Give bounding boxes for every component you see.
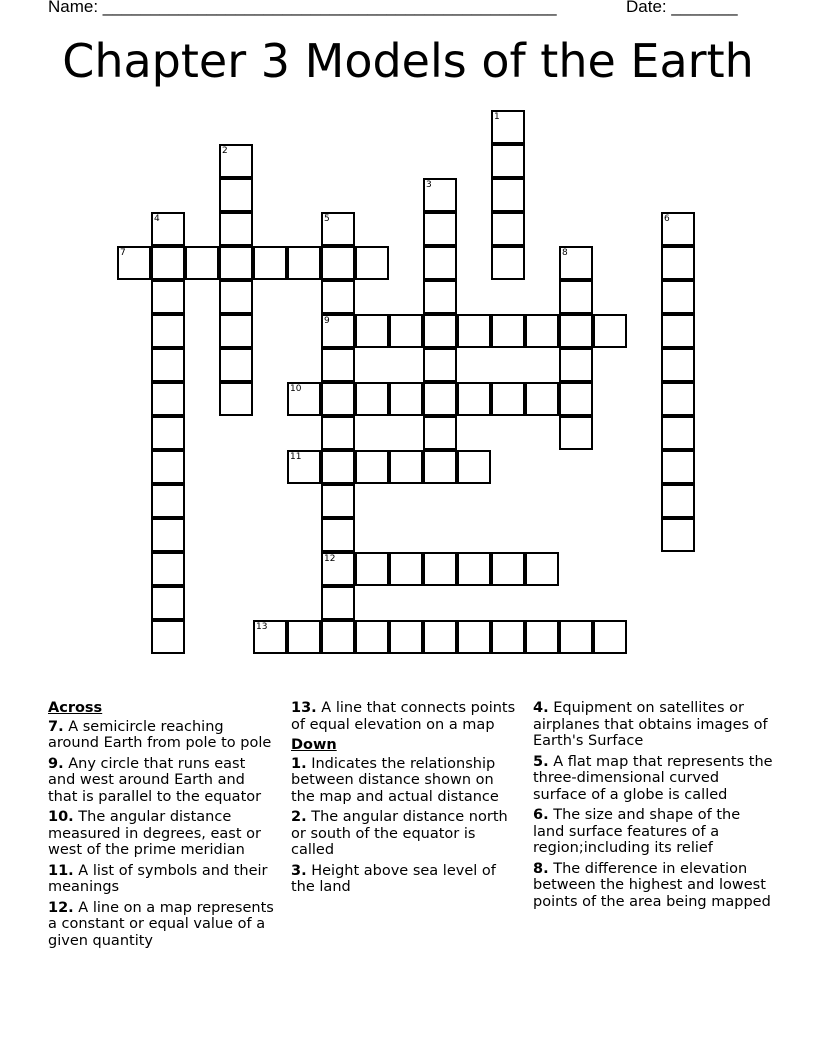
grid-cell[interactable] (389, 552, 423, 586)
clue-number: 9 (324, 316, 330, 326)
grid-cell[interactable] (151, 518, 185, 552)
grid-cell[interactable] (287, 620, 321, 654)
grid-cell[interactable] (151, 586, 185, 620)
name-field[interactable]: Name: ________________________________________________ (48, 0, 557, 16)
grid-cell[interactable] (151, 280, 185, 314)
grid-cell[interactable] (287, 450, 321, 484)
clue-number: 2 (222, 146, 228, 156)
page-title: Chapter 3 Models of the Earth (62, 34, 754, 88)
grid-cell[interactable] (185, 246, 219, 280)
clue-down-6: 6. The size and shape of the land surface features of a region;including its relief (533, 807, 741, 856)
grid-cell[interactable] (491, 212, 525, 246)
clue-number: 3 (426, 180, 432, 190)
grid-cell[interactable] (355, 620, 389, 654)
grid-cell[interactable] (287, 246, 321, 280)
grid-cell[interactable] (661, 212, 695, 246)
grid-cell[interactable] (423, 280, 457, 314)
grid-cell[interactable] (559, 620, 593, 654)
grid-cell[interactable] (661, 416, 695, 450)
grid-cell[interactable] (661, 382, 695, 416)
grid-cell[interactable] (491, 382, 525, 416)
grid-cell[interactable] (423, 552, 457, 586)
grid-cell[interactable] (321, 552, 355, 586)
grid-cell[interactable] (389, 450, 423, 484)
grid-cell[interactable] (559, 280, 593, 314)
clue-number: 8 (562, 248, 568, 258)
grid-cell[interactable] (321, 484, 355, 518)
grid-cell[interactable] (525, 620, 559, 654)
grid-cell[interactable] (151, 552, 185, 586)
grid-cell[interactable] (661, 280, 695, 314)
grid-cell[interactable] (525, 552, 559, 586)
clue-across-13: 13. A line that connects points of equal elevation on a map (291, 700, 516, 733)
grid-cell[interactable] (219, 178, 253, 212)
grid-cell[interactable] (321, 620, 355, 654)
grid-cell[interactable] (525, 382, 559, 416)
grid-cell[interactable] (287, 382, 321, 416)
grid-cell[interactable] (559, 416, 593, 450)
grid-cell[interactable] (491, 110, 525, 144)
grid-cell[interactable] (321, 280, 355, 314)
grid-cell[interactable] (457, 314, 491, 348)
clue-across-9: 9. Any circle that runs east and west around Earth and that is parallel to the equator (48, 755, 262, 805)
grid-cell[interactable] (559, 314, 593, 348)
grid-cell[interactable] (661, 348, 695, 382)
grid-cell[interactable] (423, 620, 457, 654)
grid-cell[interactable] (491, 314, 525, 348)
grid-cell[interactable] (457, 450, 491, 484)
grid-cell[interactable] (321, 450, 355, 484)
grid-cell[interactable] (151, 484, 185, 518)
grid-cell[interactable] (661, 518, 695, 552)
clue-across-12: 12. A line on a map represents a constant or equal value of a given quantity (48, 899, 274, 949)
grid-cell[interactable] (355, 450, 389, 484)
grid-cell[interactable] (321, 416, 355, 450)
grid-cell[interactable] (457, 552, 491, 586)
grid-cell[interactable] (559, 348, 593, 382)
grid-cell[interactable] (321, 348, 355, 382)
clue-number: 11 (290, 452, 302, 462)
clue-column-3 (533, 700, 773, 914)
grid-cell[interactable] (321, 382, 355, 416)
grid-cell[interactable] (559, 246, 593, 280)
grid-cell[interactable] (321, 586, 355, 620)
grid-cell[interactable] (355, 246, 389, 280)
across-heading: Across (48, 700, 103, 716)
grid-cell[interactable] (389, 620, 423, 654)
clue-down-3: 3. Height above sea level of the land (291, 862, 496, 895)
clue-number: 4 (154, 214, 160, 224)
grid-cell[interactable] (491, 178, 525, 212)
grid-cell[interactable] (661, 450, 695, 484)
clue-down-2: 2. The angular distance north or south of the equator is called (291, 809, 508, 858)
grid-cell[interactable] (219, 280, 253, 314)
clue-across-7: 7. A semicircle reaching around Earth from pole to pole (48, 718, 272, 751)
grid-cell[interactable] (219, 382, 253, 416)
grid-cell[interactable] (491, 246, 525, 280)
grid-cell[interactable] (151, 348, 185, 382)
grid-cell[interactable] (661, 246, 695, 280)
clue-down-1: 1. Indicates the relationship between distance shown on the map and actual distance (291, 755, 499, 805)
clue-column-2 (291, 700, 519, 900)
down-heading: Down (291, 737, 337, 753)
grid-cell[interactable] (423, 416, 457, 450)
clue-across-11: 11. A list of symbols and their meanings (48, 862, 268, 895)
grid-cell[interactable] (491, 620, 525, 654)
clue-across-10: 10. The angular distance measured in degrees, east or west of the prime meridian (48, 809, 261, 858)
grid-cell[interactable] (151, 620, 185, 654)
grid-cell[interactable] (423, 348, 457, 382)
grid-cell[interactable] (355, 314, 389, 348)
clue-number: 7 (120, 248, 126, 258)
grid-cell[interactable] (457, 620, 491, 654)
grid-cell[interactable] (151, 416, 185, 450)
grid-cell[interactable] (355, 552, 389, 586)
grid-cell[interactable] (355, 382, 389, 416)
clue-number: 13 (256, 622, 268, 632)
clue-column-1 (48, 700, 276, 953)
grid-cell[interactable] (321, 246, 355, 280)
grid-cell[interactable] (219, 212, 253, 246)
grid-cell[interactable] (491, 552, 525, 586)
grid-cell[interactable] (423, 212, 457, 246)
grid-cell[interactable] (321, 314, 355, 348)
grid-cell[interactable] (219, 246, 253, 280)
grid-cell[interactable] (151, 382, 185, 416)
grid-cell[interactable] (525, 314, 559, 348)
grid-cell[interactable] (593, 620, 627, 654)
grid-cell[interactable] (423, 382, 457, 416)
clue-down-4: 4. Equipment on satellites or airplanes that obtains images of Earth's Surface (533, 700, 768, 749)
clue-number: 10 (290, 384, 302, 394)
grid-cell[interactable] (389, 314, 423, 348)
grid-cell[interactable] (321, 518, 355, 552)
grid-cell[interactable] (151, 246, 185, 280)
grid-cell[interactable] (661, 314, 695, 348)
grid-cell[interactable] (423, 450, 457, 484)
grid-cell[interactable] (661, 484, 695, 518)
grid-cell[interactable] (321, 212, 355, 246)
grid-cell[interactable] (219, 314, 253, 348)
grid-cell[interactable] (151, 212, 185, 246)
clue-down-8: 8. The difference in elevation between the highest and lowest points of the area being mapped (533, 860, 771, 910)
grid-cell[interactable] (219, 144, 253, 178)
clue-down-5: 5. A flat map that represents the three-dimensional curved surface of a globe is called (533, 753, 773, 803)
grid-cell[interactable] (117, 246, 151, 280)
grid-cell[interactable] (457, 382, 491, 416)
grid-cell[interactable] (389, 382, 423, 416)
grid-cell[interactable] (253, 246, 287, 280)
grid-cell[interactable] (491, 144, 525, 178)
clue-number: 1 (494, 112, 500, 122)
clue-number: 6 (664, 214, 670, 224)
date-field[interactable]: Date: _______ (626, 0, 738, 16)
clue-number: 12 (324, 554, 336, 564)
grid-cell[interactable] (423, 314, 457, 348)
grid-cell[interactable] (253, 620, 287, 654)
grid-cell[interactable] (559, 382, 593, 416)
grid-cell[interactable] (151, 450, 185, 484)
grid-cell[interactable] (593, 314, 627, 348)
grid-cell[interactable] (423, 246, 457, 280)
grid-cell[interactable] (423, 178, 457, 212)
grid-cell[interactable] (219, 348, 253, 382)
clue-number: 5 (324, 214, 330, 224)
grid-cell[interactable] (151, 314, 185, 348)
